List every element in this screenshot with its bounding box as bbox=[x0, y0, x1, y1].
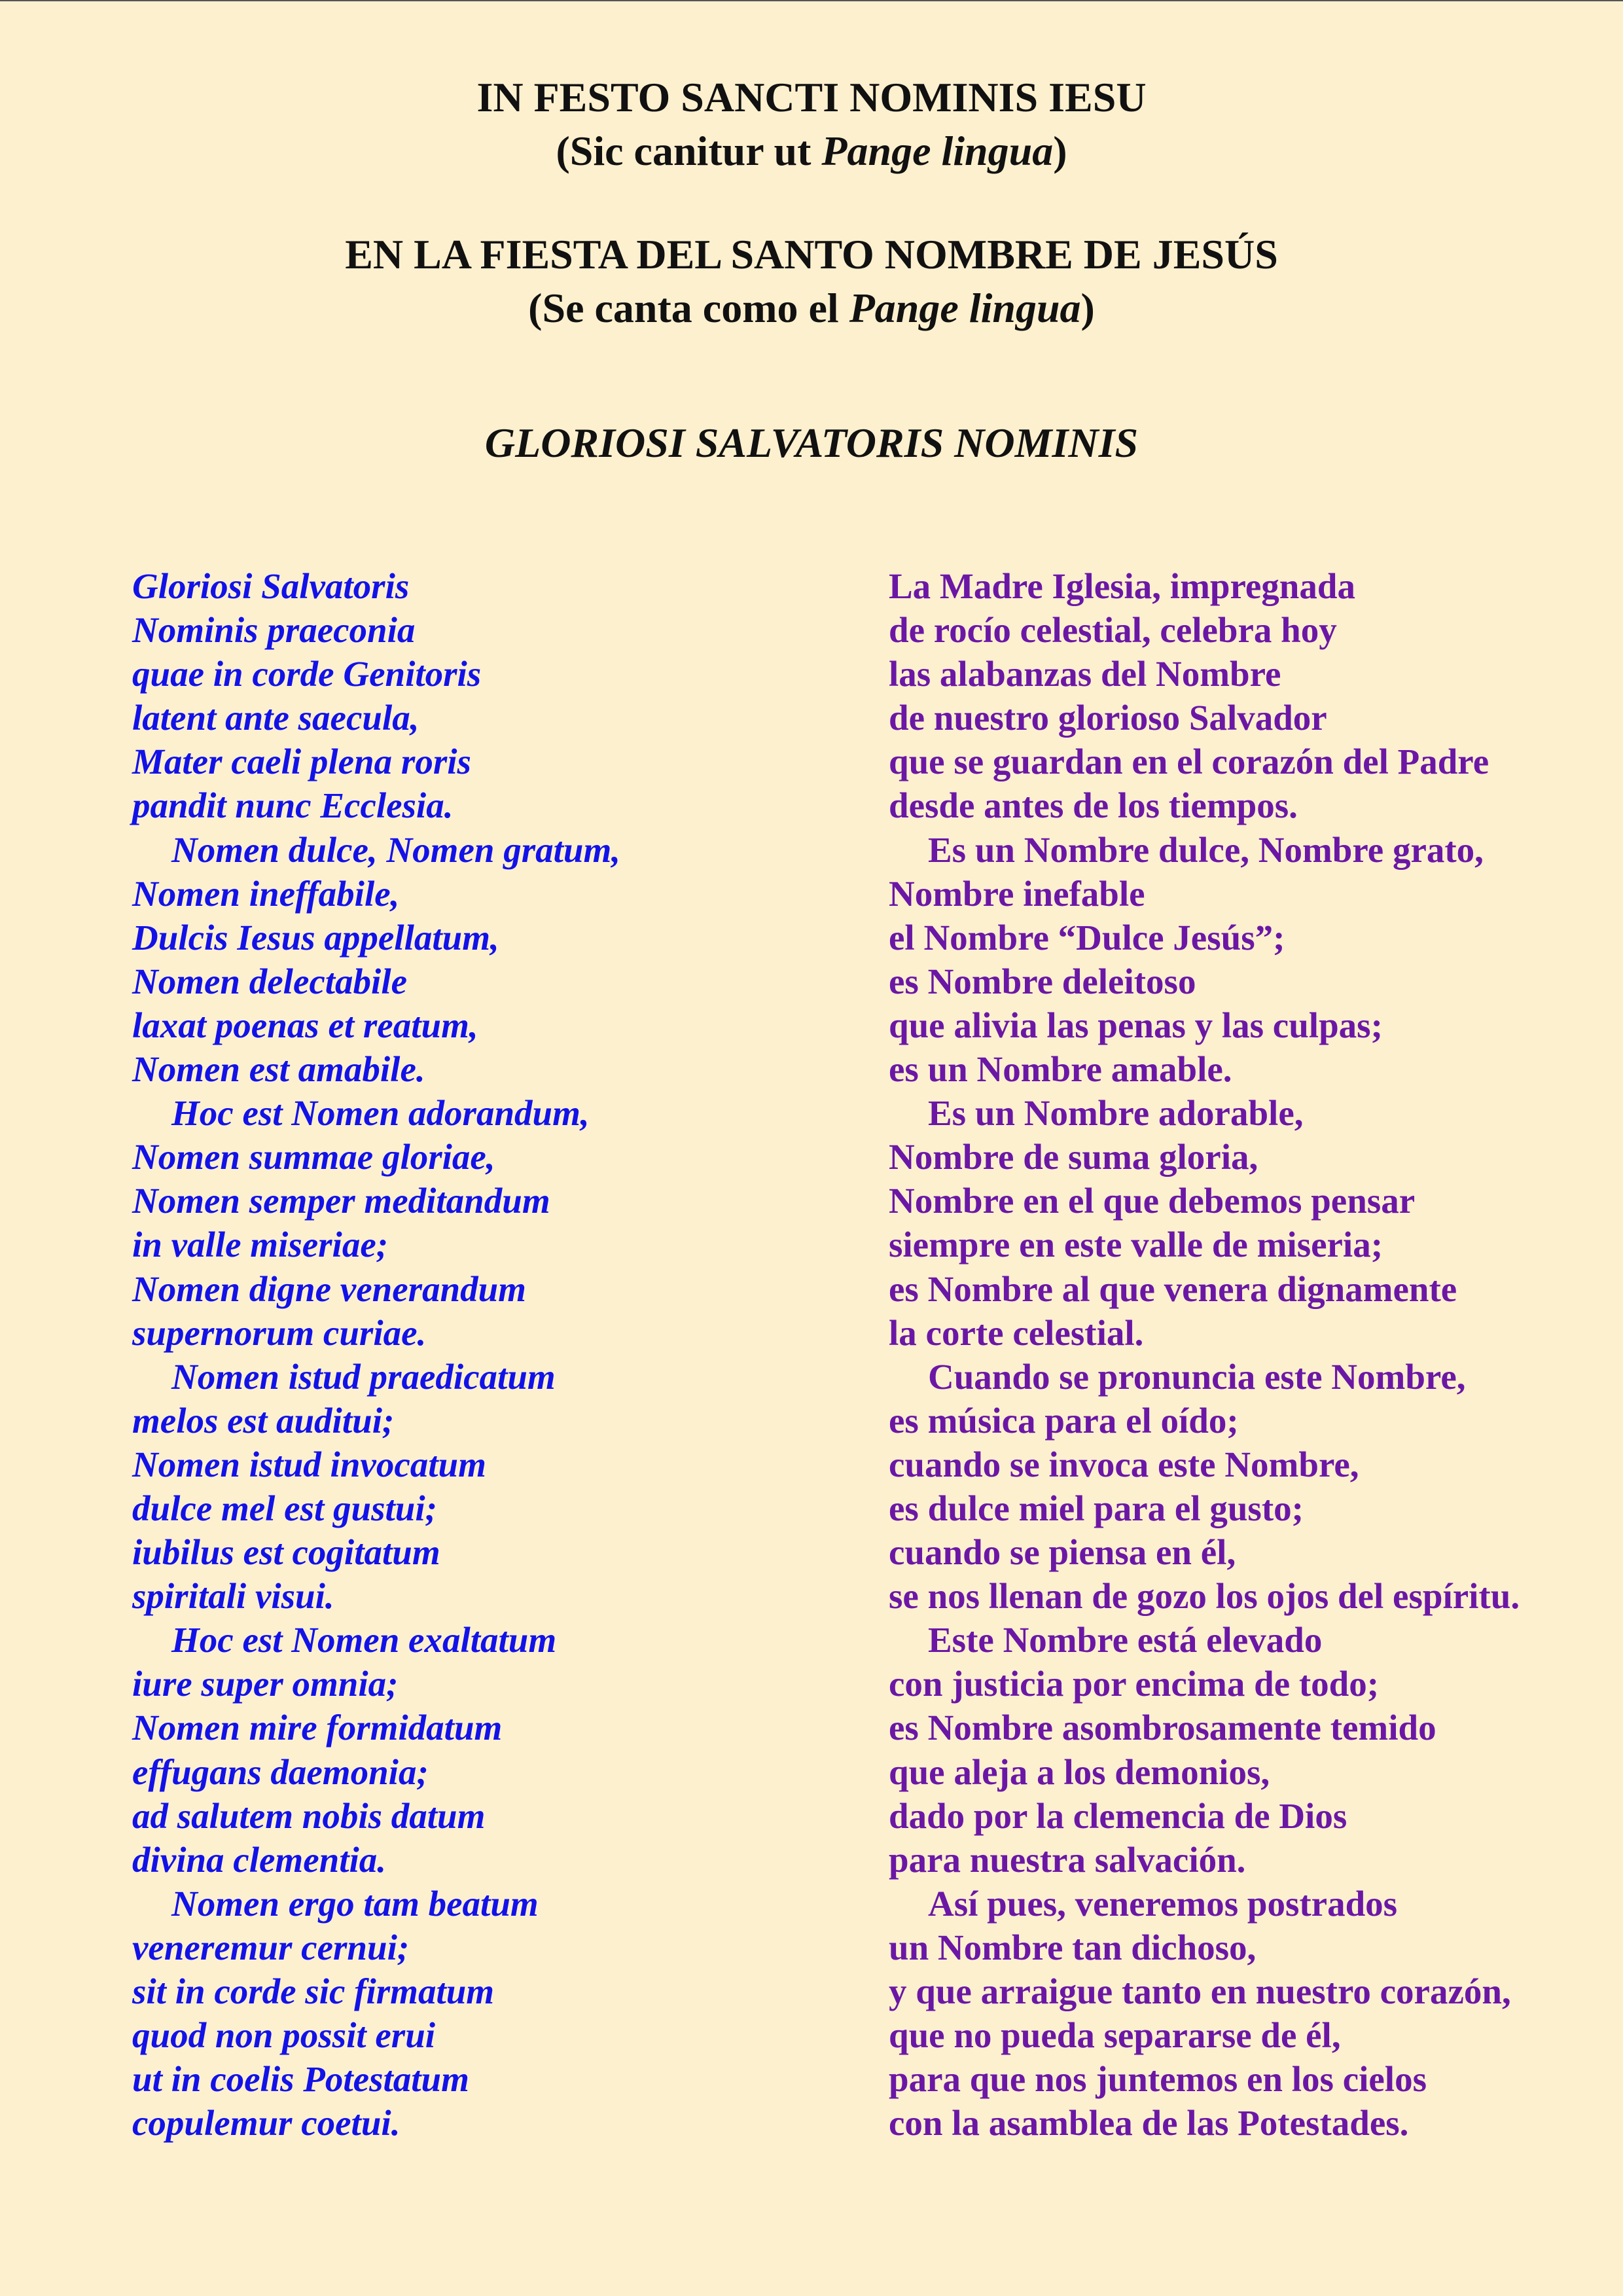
spanish-text-column bbox=[889, 564, 1520, 2145]
latin-verse-line: Nomen ineffabile, bbox=[132, 873, 400, 914]
spanish-verse-line: que aleja a los demonios, bbox=[889, 1751, 1270, 1792]
spanish-verse-line: es Nombre asombrosamente temido bbox=[889, 1708, 1436, 1748]
latin-verse-line: Nomen dulce, Nomen gratum, bbox=[171, 829, 620, 870]
spanish-verse-line: con justicia por encima de todo; bbox=[889, 1664, 1380, 1704]
spanish-verse-line: Nombre de suma gloria, bbox=[889, 1137, 1258, 1177]
spanish-verse-line: Nombre en el que debemos pensar bbox=[889, 1181, 1416, 1221]
latin-verse-line: ut in coelis Potestatum bbox=[132, 2059, 469, 2100]
latin-verse-line: laxat poenas et reatum, bbox=[132, 1005, 478, 1045]
spanish-verse-line: que se guardan en el corazón del Padre bbox=[889, 742, 1489, 782]
spanish-note-suffix: ) bbox=[1080, 285, 1095, 331]
spanish-note-italic: Pange lingua bbox=[849, 285, 1081, 331]
latin-verse-line: Nominis praeconia bbox=[132, 610, 416, 651]
spanish-verse-line: Nombre inefable bbox=[889, 873, 1145, 914]
spanish-verse-line: es dulce miel para el gusto; bbox=[889, 1488, 1304, 1528]
spanish-verse-line: Este Nombre está elevado bbox=[928, 1620, 1323, 1660]
latin-verse-line: in valle miseriae; bbox=[132, 1225, 389, 1265]
top-border-line bbox=[0, 0, 1623, 1]
spanish-verse-line: siempre en este valle de miseria; bbox=[889, 1225, 1383, 1265]
latin-verse-line: Mater caeli plena roris bbox=[132, 742, 471, 782]
latin-verse-line: Gloriosi Salvatoris bbox=[132, 566, 410, 606]
latin-feast-title: IN FESTO SANCTI NOMINIS IESU bbox=[476, 74, 1147, 120]
latin-verse-line: Nomen summae gloriae, bbox=[132, 1137, 495, 1177]
spanish-verse-line: es Nombre deleitoso bbox=[889, 961, 1196, 1001]
spanish-verse-line: las alabanzas del Nombre bbox=[889, 654, 1281, 694]
spanish-verse-line: cuando se invoca este Nombre, bbox=[889, 1444, 1359, 1484]
latin-verse-line: Nomen istud invocatum bbox=[132, 1444, 486, 1484]
spanish-verse-line: para nuestra salvación. bbox=[889, 1839, 1246, 1880]
latin-text-column bbox=[132, 564, 620, 2145]
spanish-verse-line: la corte celestial. bbox=[889, 1312, 1144, 1353]
spanish-verse-line: y que arraigue tanto en nuestro corazón, bbox=[889, 1971, 1511, 2011]
latin-melody-note bbox=[0, 124, 1623, 178]
spanish-verse-line: Cuando se pronuncia este Nombre, bbox=[928, 1356, 1466, 1397]
page-header bbox=[0, 71, 1623, 335]
latin-verse-line: effugans daemonia; bbox=[132, 1751, 429, 1792]
spanish-verse-line: desde antes de los tiempos. bbox=[889, 785, 1298, 826]
spanish-verse-line: es música para el oído; bbox=[889, 1400, 1239, 1441]
spanish-verse-line: de rocío celestial, celebra hoy bbox=[889, 610, 1337, 651]
latin-verse-line: Nomen mire formidatum bbox=[132, 1708, 503, 1748]
latin-verse-line: quae in corde Genitoris bbox=[132, 654, 482, 694]
spanish-verse-line: que no pueda separarse de él, bbox=[889, 2015, 1341, 2056]
spanish-verse-line: el Nombre “Dulce Jesús”; bbox=[889, 917, 1285, 958]
latin-verse-line: supernorum curiae. bbox=[132, 1312, 427, 1353]
latin-verse-line: Nomen semper meditandum bbox=[132, 1181, 550, 1221]
latin-verse-line: Nomen delectabile bbox=[132, 961, 408, 1001]
spanish-verse-line: cuando se piensa en él, bbox=[889, 1532, 1236, 1573]
latin-verse-line: iubilus est cogitatum bbox=[132, 1532, 440, 1573]
spanish-verse-line: La Madre Iglesia, impregnada bbox=[889, 566, 1355, 606]
latin-verse-line: pandit nunc Ecclesia. bbox=[132, 785, 454, 826]
latin-verse-line: Nomen istud praedicatum bbox=[171, 1356, 556, 1397]
spanish-verse-line: Es un Nombre dulce, Nombre grato, bbox=[928, 829, 1484, 870]
latin-verse-line: Nomen est amabile. bbox=[132, 1049, 425, 1090]
latin-verse-line: iure super omnia; bbox=[132, 1664, 399, 1704]
spanish-melody-note bbox=[0, 281, 1623, 335]
latin-verse-line: dulce mel est gustui; bbox=[132, 1488, 437, 1528]
latin-verse-line: sit in corde sic firmatum bbox=[132, 1971, 495, 2011]
spanish-feast-title: EN LA FIESTA DEL SANTO NOMBRE DE JESÚS bbox=[345, 231, 1278, 278]
spanish-verse-line: Así pues, veneremos postrados bbox=[928, 1883, 1398, 1924]
latin-verse-line: copulemur coetui. bbox=[132, 2103, 401, 2144]
hymn-title: GLORIOSI SALVATORIS NOMINIS bbox=[484, 420, 1139, 466]
spanish-verse-line: con la asamblea de las Potestades. bbox=[889, 2103, 1409, 2144]
latin-note-suffix: ) bbox=[1053, 128, 1067, 174]
spanish-verse-line: se nos llenan de gozo los ojos del espíritu. bbox=[889, 1576, 1520, 1617]
latin-verse-line: Hoc est Nomen exaltatum bbox=[171, 1620, 557, 1660]
latin-verse-line: Hoc est Nomen adorandum, bbox=[171, 1093, 590, 1134]
spanish-verse-line: dado por la clemencia de Dios bbox=[889, 1795, 1347, 1836]
latin-verse-line: quod non possit erui bbox=[132, 2015, 436, 2056]
spanish-verse-line: Es un Nombre adorable, bbox=[928, 1093, 1304, 1134]
spanish-note-prefix: (Se canta como el bbox=[528, 285, 849, 331]
spanish-verse-line: que alivia las penas y las culpas; bbox=[889, 1005, 1383, 1045]
latin-verse-line: spiritali visui. bbox=[132, 1576, 334, 1617]
spanish-verse-line: es un Nombre amable. bbox=[889, 1049, 1232, 1090]
latin-verse-line: veneremur cernui; bbox=[132, 1927, 410, 1967]
latin-verse-line: melos est auditui; bbox=[132, 1400, 395, 1441]
spanish-verse-line: es Nombre al que venera dignamente bbox=[889, 1268, 1457, 1309]
latin-note-italic: Pange lingua bbox=[821, 128, 1054, 174]
spanish-verse-line: de nuestro glorioso Salvador bbox=[889, 698, 1327, 738]
spanish-verse-line: para que nos juntemos en los cielos bbox=[889, 2059, 1427, 2100]
latin-verse-line: Dulcis Iesus appellatum, bbox=[132, 917, 499, 958]
latin-verse-line: divina clementia. bbox=[132, 1839, 387, 1880]
latin-verse-line: latent ante saecula, bbox=[132, 698, 419, 738]
latin-verse-line: ad salutem nobis datum bbox=[132, 1795, 486, 1836]
latin-verse-line: Nomen ergo tam beatum bbox=[171, 1883, 539, 1924]
latin-verse-line: Nomen digne venerandum bbox=[132, 1268, 526, 1309]
spanish-verse-line: un Nombre tan dichoso, bbox=[889, 1927, 1257, 1967]
latin-note-prefix: (Sic canitur ut bbox=[556, 128, 822, 174]
